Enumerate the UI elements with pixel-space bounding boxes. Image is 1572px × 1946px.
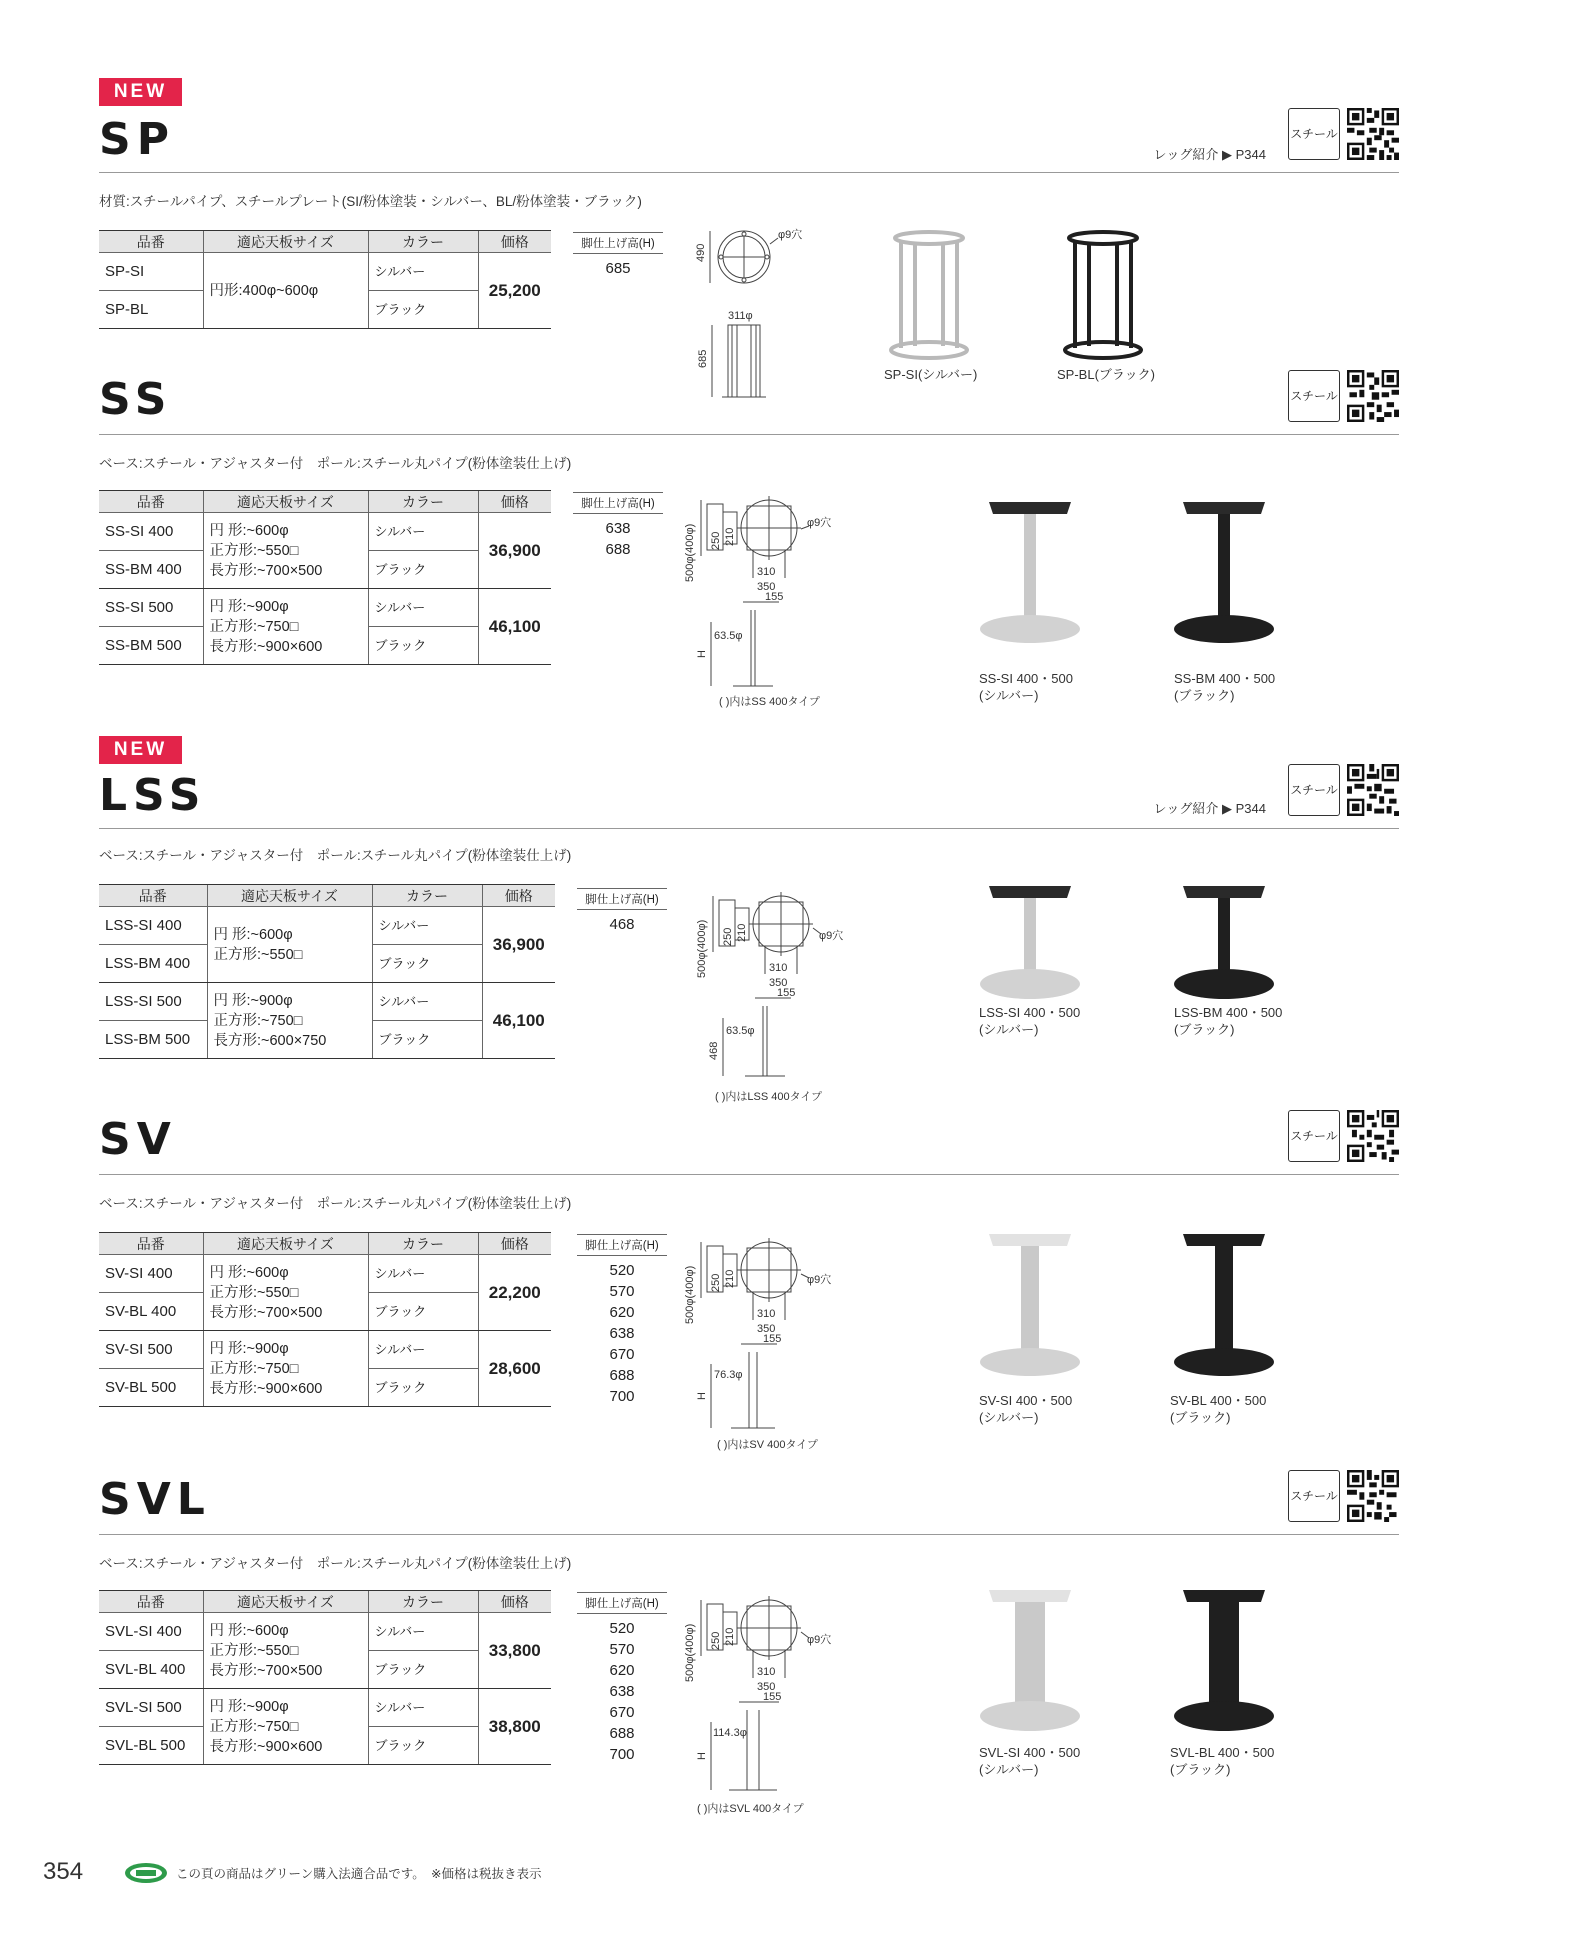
- product-caption: [979, 1392, 1072, 1426]
- header-size: 適応天板サイズ: [207, 885, 372, 907]
- dim-label: 210: [724, 1627, 736, 1646]
- height-value: 688: [609, 1367, 635, 1384]
- section-title: SS: [99, 374, 173, 425]
- caption-line: SV-SI 400・500: [979, 1393, 1073, 1408]
- dim-label: ( )内はSS 400タイプ: [719, 696, 820, 708]
- product-caption: [979, 1744, 1080, 1778]
- dim-label: 311φ: [728, 310, 753, 322]
- height-value: 570: [609, 1641, 635, 1658]
- part-number: SS-BM 400: [99, 551, 203, 589]
- part-number: SS-SI 400: [99, 513, 203, 551]
- height-header: 脚仕上げ高(H): [573, 492, 663, 514]
- height-value: 670: [609, 1346, 635, 1363]
- dim-label: H: [696, 1392, 708, 1400]
- dim-label: 250: [710, 531, 722, 550]
- size-line: 長方形:~900×600: [209, 638, 323, 655]
- size-line: 長方形:~600×750: [213, 1032, 327, 1049]
- color-name: シルバー: [368, 1689, 478, 1727]
- qr-code-icon[interactable]: [1347, 764, 1399, 816]
- height-header: 脚仕上げ高(H): [577, 888, 667, 910]
- price: 36,900: [478, 513, 551, 589]
- dim-label: H: [696, 650, 708, 658]
- size-line: 正方形:~750□: [209, 1718, 299, 1735]
- part-number: LSS-BM 400: [99, 945, 207, 983]
- price: 25,200: [478, 253, 551, 329]
- top-size: [203, 1613, 368, 1689]
- material-text: ベース:スチール・アジャスター付 ポール:スチール丸パイプ(粉体塗装仕上げ): [99, 456, 572, 471]
- dim-label: 500φ(400φ): [684, 1265, 696, 1324]
- height-value: 638: [609, 1325, 635, 1342]
- header-part: 品番: [99, 885, 207, 907]
- height-header: 脚仕上げ高(H): [577, 1592, 667, 1614]
- caption-line: (ブラック): [1170, 1410, 1231, 1425]
- header-price: 価格: [478, 1233, 551, 1255]
- height-list: [573, 232, 663, 279]
- steel-label: スチール: [1288, 108, 1340, 160]
- header-size: 適応天板サイズ: [203, 231, 368, 253]
- header-size: 適応天板サイズ: [203, 491, 368, 513]
- caption-line: LSS-BM 400・500: [1174, 1005, 1283, 1020]
- dim-label: 310: [757, 566, 776, 578]
- product-caption: SP-BL(ブラック): [1057, 367, 1155, 382]
- dimension-diagram: [695, 226, 814, 406]
- color-name: シルバー: [372, 907, 482, 945]
- height-list: [577, 888, 667, 935]
- qr-code-icon[interactable]: [1347, 370, 1399, 422]
- color-name: ブラック: [368, 1369, 478, 1407]
- size-line: 長方形:~900×600: [209, 1738, 323, 1755]
- product-image-ss-bm: [1169, 500, 1279, 650]
- spec-table: [99, 1232, 551, 1407]
- part-number: SP-SI: [99, 253, 203, 291]
- header-color: カラー: [368, 1591, 478, 1613]
- top-size: [203, 1331, 368, 1407]
- part-number: SVL-BL 500: [99, 1727, 203, 1765]
- dim-label: φ9穴: [819, 930, 844, 942]
- dim-label: 310: [757, 1666, 776, 1678]
- top-size: [203, 1255, 368, 1331]
- color-name: シルバー: [368, 1613, 478, 1651]
- price: 28,600: [478, 1331, 551, 1407]
- size-line: 円 形:~900φ: [209, 1698, 289, 1715]
- size-line: 長方形:~700×500: [209, 1662, 323, 1679]
- caption-line: SV-BL 400・500: [1170, 1393, 1267, 1408]
- section-title: SP: [99, 114, 175, 165]
- part-number: SVL-SI 400: [99, 1613, 203, 1651]
- leg-ref-link[interactable]: レッグ紹介 ▶ P344: [1153, 801, 1266, 816]
- top-size: [203, 513, 368, 589]
- size-line: 長方形:~900×600: [209, 1380, 323, 1397]
- product-image-ss-si: [975, 500, 1085, 650]
- height-value: 620: [609, 1662, 635, 1679]
- spec-table: [99, 1590, 551, 1765]
- top-size: 円形:400φ~600φ: [203, 253, 368, 329]
- color-name: ブラック: [372, 945, 482, 983]
- qr-code-icon[interactable]: [1347, 1110, 1399, 1162]
- height-header: 脚仕上げ高(H): [573, 232, 663, 254]
- new-badge: NEW: [99, 78, 182, 106]
- dim-label: H: [696, 1752, 708, 1760]
- header-price: 価格: [478, 231, 551, 253]
- height-list: [573, 492, 663, 560]
- steel-label: スチール: [1288, 1470, 1340, 1522]
- part-number: SP-BL: [99, 291, 203, 329]
- product-caption: [1174, 670, 1275, 704]
- height-value: 700: [609, 1746, 635, 1763]
- size-line: 円 形:~900φ: [209, 1340, 289, 1357]
- part-number: SS-SI 500: [99, 589, 203, 627]
- caption-line: (シルバー): [979, 1762, 1039, 1777]
- material-text: 材質:スチールパイプ、スチールプレート(SI/粉体塗装・シルバー、BL/粉体塗装・ブラック): [99, 194, 642, 209]
- color-name: ブラック: [368, 627, 478, 665]
- dim-label: φ9穴: [807, 1634, 832, 1646]
- spec-table: [99, 884, 555, 1059]
- material-text: ベース:スチール・アジャスター付 ポール:スチール丸パイプ(粉体塗装仕上げ): [99, 1196, 572, 1211]
- height-value: 688: [605, 541, 631, 558]
- height-value: 670: [609, 1704, 635, 1721]
- caption-line: SS-SI 400・500: [979, 671, 1073, 686]
- size-line: 正方形:~550□: [209, 1642, 299, 1659]
- material-text: ベース:スチール・アジャスター付 ポール:スチール丸パイプ(粉体塗装仕上げ): [99, 848, 572, 863]
- dim-label: 63.5φ: [726, 1025, 755, 1037]
- dim-label: 468: [708, 1041, 720, 1060]
- green-purchase-logo-icon: [124, 1862, 168, 1884]
- part-number: SV-SI 500: [99, 1331, 203, 1369]
- caption-line: (シルバー): [979, 688, 1039, 703]
- header-color: カラー: [372, 885, 482, 907]
- color-name: シルバー: [368, 253, 478, 291]
- spec-table: [99, 230, 551, 329]
- caption-line: (ブラック): [1170, 1762, 1231, 1777]
- material-text: ベース:スチール・アジャスター付 ポール:スチール丸パイプ(粉体塗装仕上げ): [99, 1556, 572, 1571]
- section-title: SVL: [99, 1474, 211, 1525]
- height-value: 638: [609, 1683, 635, 1700]
- color-name: ブラック: [368, 291, 478, 329]
- section-divider: [99, 434, 1399, 435]
- dim-label: 685: [697, 349, 709, 368]
- color-name: ブラック: [372, 1021, 482, 1059]
- page-number: 354: [43, 1858, 84, 1885]
- price: 36,900: [482, 907, 555, 983]
- height-list: [577, 1234, 667, 1407]
- part-number: SV-SI 400: [99, 1255, 203, 1293]
- product-caption: [979, 1004, 1080, 1038]
- size-line: 長方形:~700×500: [209, 562, 323, 579]
- dim-label: 490: [695, 243, 707, 262]
- size-line: 正方形:~750□: [209, 618, 299, 635]
- steel-label: スチール: [1288, 1110, 1340, 1162]
- top-size: [203, 589, 368, 665]
- top-size: [207, 983, 372, 1059]
- size-line: 正方形:~550□: [209, 1284, 299, 1301]
- caption-line: (ブラック): [1174, 688, 1235, 703]
- dimension-diagram: [684, 1586, 857, 1820]
- dim-label: 155: [777, 987, 796, 999]
- dim-label: ( )内はSVL 400タイプ: [697, 1803, 804, 1815]
- product-caption: [1170, 1744, 1274, 1778]
- part-number: LSS-BM 500: [99, 1021, 207, 1059]
- dim-label: 155: [763, 1691, 782, 1703]
- dim-label: φ9穴: [807, 517, 832, 529]
- product-caption: [1174, 1004, 1282, 1038]
- spec-table: [99, 490, 551, 665]
- product-image-lss-bm: [1169, 884, 1279, 1004]
- header-color: カラー: [368, 231, 478, 253]
- header-size: 適応天板サイズ: [203, 1233, 368, 1255]
- dim-label: 310: [757, 1308, 776, 1320]
- dimension-diagram: [684, 486, 857, 716]
- size-line: 円 形:~900φ: [209, 598, 289, 615]
- dim-label: 500φ(400φ): [684, 523, 696, 582]
- dim-label: ( )内はLSS 400タイプ: [715, 1091, 823, 1103]
- dim-label: 210: [724, 1269, 736, 1288]
- dim-label: 500φ(400φ): [684, 1623, 696, 1682]
- section-divider: [99, 1534, 1399, 1535]
- header-part: 品番: [99, 231, 203, 253]
- dim-label: 250: [710, 1273, 722, 1292]
- color-name: シルバー: [368, 513, 478, 551]
- header-price: 価格: [482, 885, 555, 907]
- color-name: シルバー: [372, 983, 482, 1021]
- product-caption: [979, 670, 1073, 704]
- dim-label: ( )内はSV 400タイプ: [717, 1439, 818, 1451]
- caption-line: (シルバー): [979, 1410, 1039, 1425]
- color-name: シルバー: [368, 589, 478, 627]
- dim-label: 350: [757, 1323, 776, 1335]
- dim-label: 350: [769, 977, 788, 989]
- color-name: ブラック: [368, 551, 478, 589]
- part-number: SV-BL 400: [99, 1293, 203, 1331]
- qr-code-icon[interactable]: [1347, 1470, 1399, 1522]
- part-number: SS-BM 500: [99, 627, 203, 665]
- header-part: 品番: [99, 1591, 203, 1613]
- size-line: 正方形:~750□: [213, 1012, 303, 1029]
- dim-label: 310: [769, 962, 788, 974]
- size-line: 円 形:~600φ: [209, 522, 289, 539]
- dimension-diagram: [684, 1228, 857, 1458]
- part-number: SV-BL 500: [99, 1369, 203, 1407]
- product-image-sv-si: [975, 1232, 1085, 1382]
- product-image-sp-bl: [1053, 228, 1153, 368]
- caption-line: (シルバー): [979, 1022, 1039, 1037]
- color-name: シルバー: [368, 1331, 478, 1369]
- dim-label: 114.3φ: [713, 1727, 747, 1739]
- part-number: SVL-BL 400: [99, 1651, 203, 1689]
- dimension-diagram: [696, 882, 869, 1107]
- footer-note: この頁の商品はグリーン購入法適合品です。 ※価格は税抜き表示: [176, 1867, 542, 1881]
- size-line: 正方形:~550□: [209, 542, 299, 559]
- product-image-sv-bl: [1169, 1232, 1279, 1382]
- size-line: 円 形:~600φ: [209, 1622, 289, 1639]
- header-price: 価格: [478, 491, 551, 513]
- header-part: 品番: [99, 1233, 203, 1255]
- product-image-svl-bl: [1169, 1588, 1279, 1738]
- part-number: LSS-SI 500: [99, 983, 207, 1021]
- caption-line: (ブラック): [1174, 1022, 1235, 1037]
- caption-line: SS-BM 400・500: [1174, 671, 1276, 686]
- top-size: [207, 907, 372, 983]
- dim-label: 250: [722, 927, 734, 946]
- size-line: 正方形:~550□: [213, 946, 303, 963]
- height-value: 570: [609, 1283, 635, 1300]
- section-divider: [99, 172, 1399, 173]
- price: 46,100: [478, 589, 551, 665]
- dim-label: 76.3φ: [714, 1369, 743, 1381]
- header-color: カラー: [368, 491, 478, 513]
- size-line: 長方形:~700×500: [209, 1304, 323, 1321]
- height-value: 688: [609, 1725, 635, 1742]
- color-name: ブラック: [368, 1651, 478, 1689]
- caption-line: SVL-BL 400・500: [1170, 1745, 1275, 1760]
- size-line: 円 形:~600φ: [209, 1264, 289, 1281]
- dim-label: 500φ(400φ): [696, 919, 708, 978]
- height-list: [577, 1592, 667, 1765]
- steel-label: スチール: [1288, 370, 1340, 422]
- dim-label: 155: [763, 1333, 782, 1345]
- height-value: 620: [609, 1304, 635, 1321]
- height-value: 520: [609, 1620, 635, 1637]
- height-value: 638: [605, 520, 631, 537]
- header-part: 品番: [99, 491, 203, 513]
- height-value: 468: [609, 916, 635, 933]
- size-line: 円 形:~600φ: [213, 926, 293, 943]
- dim-label: φ9穴: [778, 229, 803, 241]
- product-caption: SP-SI(シルバー): [884, 367, 978, 382]
- size-line: 円 形:~900φ: [213, 992, 293, 1009]
- section-divider: [99, 828, 1399, 829]
- price: 46,100: [482, 983, 555, 1059]
- section-divider: [99, 1174, 1399, 1175]
- section-title: LSS: [99, 770, 207, 821]
- top-size: [203, 1689, 368, 1765]
- product-image-svl-si: [975, 1588, 1085, 1738]
- price: 22,200: [478, 1255, 551, 1331]
- height-value: 700: [609, 1388, 635, 1405]
- price: 38,800: [478, 1689, 551, 1765]
- color-name: ブラック: [368, 1727, 478, 1765]
- size-line: 正方形:~750□: [209, 1360, 299, 1377]
- dim-label: 155: [765, 591, 784, 603]
- dim-label: 210: [724, 527, 736, 546]
- section-title: SV: [99, 1114, 177, 1165]
- product-caption: [1170, 1392, 1266, 1426]
- leg-ref-link[interactable]: レッグ紹介 ▶ P344: [1153, 147, 1266, 162]
- new-badge: NEW: [99, 736, 182, 764]
- price: 33,800: [478, 1613, 551, 1689]
- height-header: 脚仕上げ高(H): [577, 1234, 667, 1256]
- dim-label: 210: [736, 923, 748, 942]
- steel-label: スチール: [1288, 764, 1340, 816]
- qr-code-icon[interactable]: [1347, 108, 1399, 160]
- dim-label: 350: [757, 1681, 776, 1693]
- header-size: 適応天板サイズ: [203, 1591, 368, 1613]
- color-name: シルバー: [368, 1255, 478, 1293]
- dim-label: 350: [757, 581, 776, 593]
- height-value: 520: [609, 1262, 635, 1279]
- color-name: ブラック: [368, 1293, 478, 1331]
- product-image-sp-si: [879, 228, 979, 368]
- caption-line: LSS-SI 400・500: [979, 1005, 1081, 1020]
- dim-label: 250: [710, 1631, 722, 1650]
- header-color: カラー: [368, 1233, 478, 1255]
- dim-label: φ9穴: [807, 1274, 832, 1286]
- header-price: 価格: [478, 1591, 551, 1613]
- caption-line: SVL-SI 400・500: [979, 1745, 1081, 1760]
- height-value: 685: [605, 260, 631, 277]
- part-number: LSS-SI 400: [99, 907, 207, 945]
- product-image-lss-si: [975, 884, 1085, 1004]
- dim-label: 63.5φ: [714, 630, 743, 642]
- part-number: SVL-SI 500: [99, 1689, 203, 1727]
